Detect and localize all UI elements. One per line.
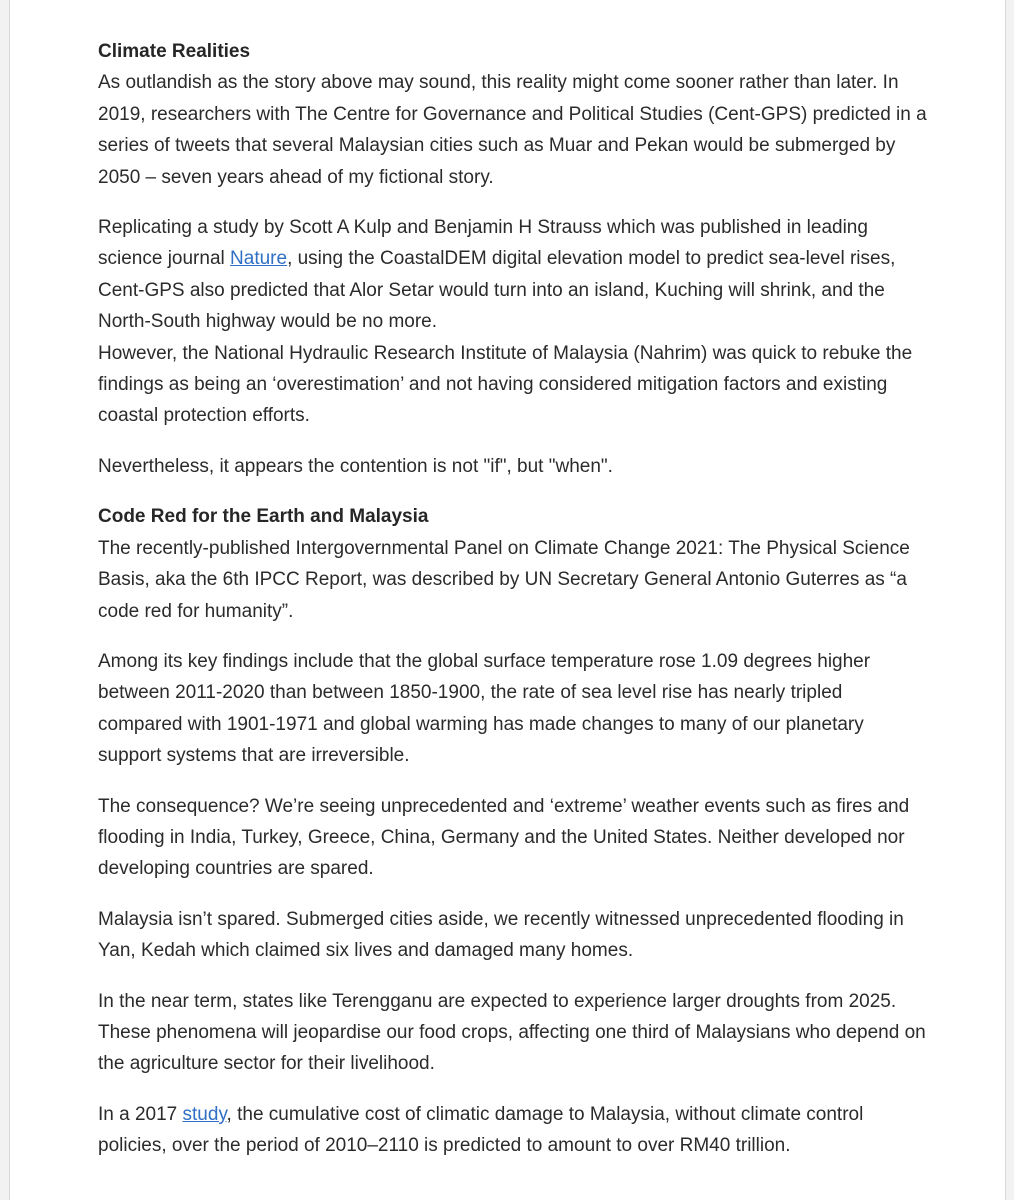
paragraph — [98, 1099, 928, 1162]
section-heading-climate-realities: Climate Realities — [98, 41, 251, 62]
nature-link[interactable]: Nature — [230, 248, 288, 270]
paragraph — [98, 212, 928, 338]
paragraph: The consequence? We’re seeing unprecedented and ‘extreme’ weather events such as fires and flooding in India, Turkey, Greece, China, Germany and the United States. Neither developed nor developing countries are spared. — [98, 795, 910, 880]
paragraph: The recently-published Intergovernmental Panel on Climate Change 2021: The Physical Science Basis, aka the 6th IPCC Report, was described by UN Secretary General Antonio Guterres as “a code red for humanity”. — [98, 537, 910, 622]
study-link[interactable]: study — [182, 1103, 227, 1125]
paragraph-text: , the cumulative cost of climatic damage to Malaysia, without climate control policies, over the period of 2010–2110 is predicted to amount to over RM40 trillion. — [98, 1103, 864, 1157]
paragraph-text: In a 2017 — [98, 1103, 183, 1125]
document-page — [9, 0, 1006, 1200]
paragraph: Nevertheless, it appears the contention is not "if", but "when". — [98, 455, 613, 477]
paragraph: In the near term, states like Terengganu are expected to experience larger droughts from 2025. These phenomena will jeopardise our food crops, affecting one third of Malaysians who depend on the agriculture sector for their livelihood. — [98, 990, 926, 1075]
paragraph: As outlandish as the story above may sound, this reality might come sooner rather than later. In 2019, researchers with The Centre for Governance and Political Studies (Cent-GPS) predicted in a series of tweets that several Malaysian cities such as Muar and Pekan would be submerged by 2050 – seven years ahead of my fictional story. — [98, 72, 927, 188]
paragraph: Malaysia isn’t spared. Submerged cities aside, we recently witnessed unprecedented flooding in Yan, Kedah which claimed six lives and damaged many homes. — [98, 908, 904, 962]
paragraph: However, the National Hydraulic Research Institute of Malaysia (Nahrim) was quick to rebuke the findings as being an ‘overestimation’ and not having considered mitigation factors and existing coastal protection efforts. — [98, 342, 913, 427]
section-heading-code-red: Code Red for the Earth and Malaysia — [98, 506, 429, 528]
paragraph-text: , using the CoastalDEM digital elevation model to predict sea-level rises, Cent-GPS also predicted that Alor Setar would turn into an island, Kuching will shrink, and the North-South highway would be no more. — [98, 248, 896, 333]
article-body — [98, 36, 928, 1181]
paragraph: Among its key findings include that the global surface temperature rose 1.09 degrees higher between 2011-2020 than between 1850-1900, the rate of sea level rise has nearly tripled compared with 1901-1971 and global warming has made changes to many of our planetary support systems that are irreversible. — [98, 650, 871, 767]
paragraph-text: Replicating a study by Scott A Kulp and Benjamin H Strauss which was published in leading science journal — [98, 217, 868, 270]
